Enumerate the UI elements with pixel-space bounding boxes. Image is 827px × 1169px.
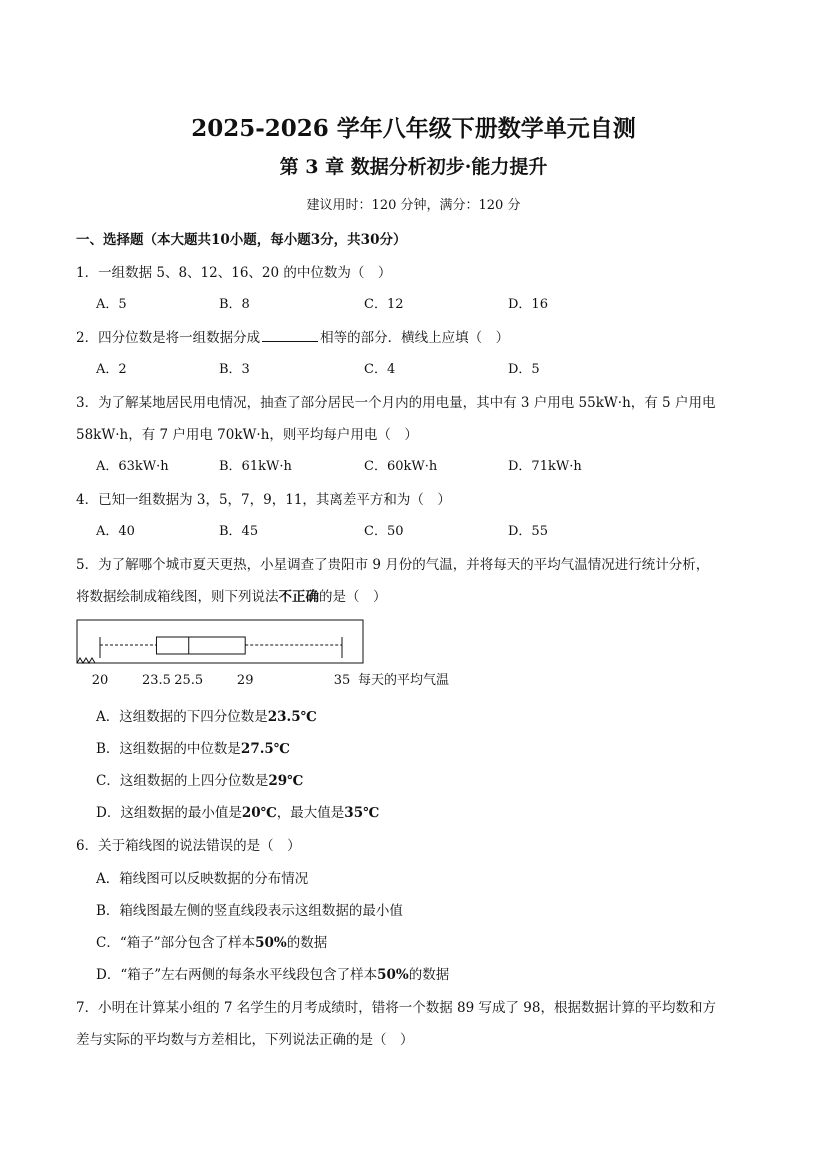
q6-option-d-text: D．“箱子”左右两侧的每条水平线段包含了样本 [96, 967, 378, 983]
q4-option-b: B．45 [219, 524, 259, 539]
question-5-stem-line2 [76, 585, 387, 605]
q2-option-c: C．4 [364, 362, 396, 377]
q5-option-b [96, 737, 290, 757]
q5-option-c [96, 769, 303, 789]
q5-option-d-value: 20℃ [241, 805, 277, 821]
q5-option-d-text2: ，最大值是 [276, 805, 345, 821]
q5-option-d [96, 801, 379, 821]
q5-stem-emphasis: 不正确 [278, 589, 319, 605]
q2-stem-part-b: 相等的部分．横线上应填（ ） [320, 330, 510, 346]
q3-option-b: B．61kW·h [219, 459, 292, 474]
q5-option-c-value: 29℃ [268, 773, 304, 789]
question-4-stem: 4．已知一组数据为 3，5，7，9，11，其离差平方和为（ ） [76, 492, 451, 508]
tick-label-max: 35 [333, 673, 351, 688]
q6-option-a: A．箱线图可以反映数据的分布情况 [96, 871, 309, 887]
q6-option-c-text: C．“箱子”部分包含了样本 [96, 935, 256, 951]
question-3-stem-line2: 58kW·h，有 7 户用电 70kW·h，则平均每户用电（ ） [76, 427, 418, 443]
question-3-stem-line1: 3．为了解某地居民用电情况，抽查了部分居民一个月内的用电量，其中有 3 户用电 55kW·h，有 5 户用电 [76, 395, 716, 411]
figure-frame [77, 620, 363, 663]
question-1-stem: 1．一组数据 5、8、12、16、20 的中位数为（ ） [76, 265, 392, 281]
q6-option-d-percent: 50% [377, 967, 409, 983]
q2-option-d: D．5 [508, 362, 540, 377]
tick-label-q3: 29 [236, 673, 254, 688]
q1-option-b: B．8 [219, 297, 250, 312]
axis-label: 每天的平均气温 [358, 673, 450, 688]
q3-option-c: C．60kW·h [364, 459, 438, 474]
fill-blank [262, 329, 318, 342]
time-score-note: 建议用时：120 分钟，满分：120 分 [306, 198, 521, 213]
tick-label-q1: 23.5 [141, 673, 171, 688]
q1-option-a: A．5 [96, 297, 127, 312]
q6-option-d [96, 963, 449, 983]
question-7-stem-line2: 差与实际的平均数与方差相比，下列说法正确的是（ ） [76, 1032, 414, 1048]
question-2-stem [76, 326, 509, 346]
q4-option-d: D．55 [508, 524, 548, 539]
q5-option-a-value: 23.5℃ [267, 709, 317, 725]
chapter-subtitle: 第 3 章 数据分析初步·能力提升 [279, 156, 548, 178]
q5-stem-text-b: 的是（ ） [319, 589, 387, 605]
q5-option-a [96, 705, 317, 725]
q6-option-c-percent: 50% [255, 935, 287, 951]
q5-option-c-text: C．这组数据的上四分位数是 [96, 773, 269, 789]
q5-stem-text-a: 将数据绘制成箱线图，则下列说法 [76, 589, 279, 605]
q3-option-d: D．71kW·h [508, 459, 582, 474]
tick-label-median: 25.5 [174, 673, 204, 688]
q4-option-c: C．50 [364, 524, 404, 539]
q2-option-a: A．2 [96, 362, 127, 377]
section-heading: 一、选择题（本大题共10小题，每小题3分，共30分） [76, 232, 407, 248]
q3-option-a: A．63kW·h [96, 459, 169, 474]
q5-option-d-text: D．这组数据的最小值是 [96, 805, 242, 821]
q6-option-b: B．箱线图最左侧的竖直线段表示这组数据的最小值 [96, 903, 403, 919]
question-5-stem-line1: 5．为了解哪个城市夏天更热，小星调查了贵阳市 9 月份的气温，并将每天的平均气温情况进行统计分析， [76, 557, 710, 573]
q4-option-a: A．40 [96, 524, 135, 539]
page-title: 2025-2026 学年八年级下册数学单元自测 [191, 115, 636, 142]
iqr-box [156, 637, 245, 654]
box-plot-figure [70, 616, 490, 692]
q5-option-b-text: B．这组数据的中位数是 [96, 741, 241, 757]
question-7-stem-line1: 7．小明在计算某小组的 7 名学生的月考成绩时，错将一个数据 89 写成了 98，根据数据计算的平均数和方 [76, 1000, 716, 1016]
q5-option-d-value2: 35℃ [344, 805, 380, 821]
q6-option-d-text2: 的数据 [408, 967, 450, 983]
q6-option-c [96, 931, 327, 951]
q5-option-b-value: 27.5℃ [240, 741, 290, 757]
q5-option-a-text: A．这组数据的下四分位数是 [96, 709, 268, 725]
q1-option-d: D．16 [508, 297, 548, 312]
q2-stem-part-a: 2．四分位数是将一组数据分成 [76, 330, 261, 346]
q2-option-b: B．3 [219, 362, 250, 377]
q1-option-c: C．12 [364, 297, 404, 312]
q6-option-c-text2: 的数据 [286, 935, 328, 951]
tick-label-min: 20 [91, 673, 109, 688]
question-6-stem: 6．关于箱线图的说法错误的是（ ） [76, 838, 301, 854]
axis-break-zigzag [77, 658, 95, 663]
